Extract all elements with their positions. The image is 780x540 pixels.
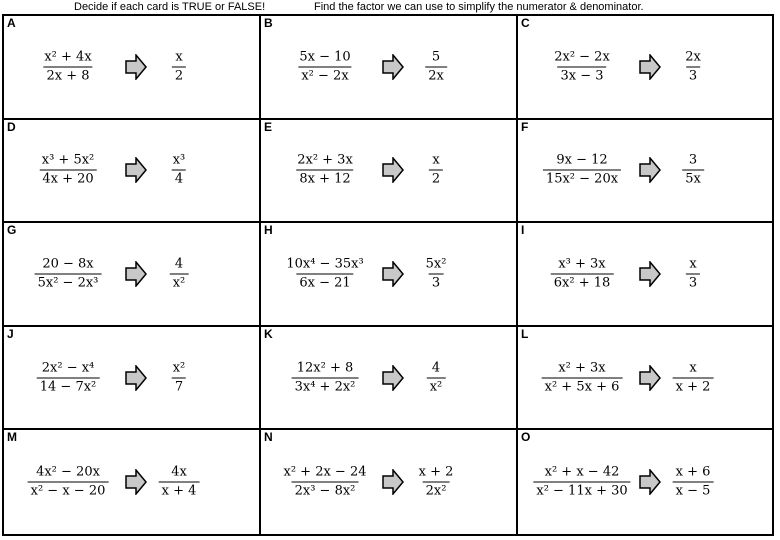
original-expression bbox=[37, 360, 100, 395]
card-b bbox=[261, 16, 518, 120]
worksheet-header bbox=[0, 0, 780, 14]
denominator: 2x² bbox=[423, 482, 450, 500]
simplified-expression bbox=[429, 153, 443, 188]
denominator: x² − 11x + 30 bbox=[533, 482, 630, 500]
original-expression bbox=[542, 360, 623, 395]
simplified-expression bbox=[427, 360, 446, 395]
numerator: 2x² − 2x bbox=[554, 49, 610, 65]
original-expression bbox=[35, 256, 102, 291]
numerator: x + 6 bbox=[675, 464, 711, 480]
numerator: x bbox=[432, 152, 440, 168]
right-arrow-icon bbox=[382, 157, 404, 183]
numerator: x² + x − 42 bbox=[544, 464, 620, 480]
numerator: x bbox=[689, 360, 697, 376]
numerator: 5x² bbox=[425, 256, 447, 272]
card-grid bbox=[2, 14, 774, 536]
denominator: x² − x − 20 bbox=[28, 482, 109, 500]
instructions-true-false: Decide if each card is TRUE or FALSE! bbox=[74, 1, 266, 13]
card-m bbox=[4, 430, 261, 534]
numerator: 4 bbox=[431, 360, 441, 376]
numerator: 4x bbox=[171, 464, 187, 480]
denominator: 15x² − 20x bbox=[543, 170, 621, 188]
denominator: 2 bbox=[429, 170, 443, 188]
numerator: 4x² − 20x bbox=[36, 464, 100, 480]
right-arrow-icon bbox=[639, 54, 661, 80]
card-j bbox=[4, 327, 261, 431]
right-arrow-icon bbox=[639, 365, 661, 391]
card-letter: I bbox=[521, 223, 525, 238]
simplified-expression bbox=[673, 465, 714, 500]
simplified-expression bbox=[159, 465, 200, 500]
numerator: 3 bbox=[688, 152, 698, 168]
simplified-expression bbox=[425, 49, 447, 84]
denominator: 6x² + 18 bbox=[551, 273, 614, 291]
card-n bbox=[261, 430, 518, 534]
denominator: 3x − 3 bbox=[557, 66, 606, 84]
right-arrow-icon bbox=[125, 261, 147, 287]
original-expression bbox=[294, 153, 356, 188]
card-o bbox=[518, 430, 772, 534]
right-arrow-icon bbox=[382, 261, 404, 287]
simplified-expression bbox=[423, 256, 450, 291]
denominator: 2x bbox=[425, 66, 447, 84]
right-arrow-icon bbox=[125, 365, 147, 391]
original-expression bbox=[296, 49, 353, 84]
numerator: x³ bbox=[172, 152, 186, 168]
card-letter: L bbox=[521, 326, 529, 341]
card-l bbox=[518, 327, 772, 431]
card-e bbox=[261, 120, 518, 224]
denominator: 6x − 21 bbox=[296, 273, 353, 291]
numerator: x² + 4x bbox=[44, 49, 92, 65]
numerator: 20 − 8x bbox=[42, 256, 94, 272]
card-letter: H bbox=[264, 223, 273, 238]
denominator: 3 bbox=[686, 273, 700, 291]
numerator: 9x − 12 bbox=[556, 152, 608, 168]
card-letter: E bbox=[264, 119, 273, 134]
denominator: 7 bbox=[172, 377, 186, 395]
denominator: x − 5 bbox=[673, 482, 714, 500]
numerator: x² bbox=[172, 360, 186, 376]
denominator: x² + 5x + 6 bbox=[542, 377, 623, 395]
right-arrow-icon bbox=[639, 261, 661, 287]
numerator: x² + 3x bbox=[558, 360, 606, 376]
numerator: x³ + 3x bbox=[558, 256, 606, 272]
card-letter: K bbox=[264, 326, 273, 341]
numerator: x bbox=[689, 256, 697, 272]
denominator: x² bbox=[427, 377, 446, 395]
denominator: x + 2 bbox=[673, 377, 714, 395]
original-expression bbox=[543, 153, 621, 188]
simplified-expression bbox=[682, 49, 704, 84]
denominator: 2x + 8 bbox=[43, 66, 92, 84]
right-arrow-icon bbox=[125, 54, 147, 80]
right-arrow-icon bbox=[382, 365, 404, 391]
numerator: x bbox=[175, 49, 183, 65]
right-arrow-icon bbox=[639, 469, 661, 495]
numerator: 2x² − x⁴ bbox=[41, 360, 95, 376]
simplified-expression bbox=[416, 465, 457, 500]
simplified-expression bbox=[170, 153, 189, 188]
right-arrow-icon bbox=[382, 469, 404, 495]
simplified-expression bbox=[172, 49, 186, 84]
card-letter: D bbox=[7, 119, 16, 134]
denominator: x² bbox=[170, 273, 189, 291]
denominator: 2x³ − 8x² bbox=[292, 482, 359, 500]
card-letter: F bbox=[521, 119, 529, 134]
denominator: 3 bbox=[686, 66, 700, 84]
original-expression bbox=[533, 465, 630, 500]
original-expression bbox=[551, 256, 614, 291]
simplified-expression bbox=[682, 153, 704, 188]
original-expression bbox=[551, 49, 613, 84]
numerator: x + 2 bbox=[418, 464, 454, 480]
card-k bbox=[261, 327, 518, 431]
original-expression bbox=[280, 465, 369, 500]
card-d bbox=[4, 120, 261, 224]
instructions-factor: Find the factor we can use to simplify the numerator & denominator. bbox=[314, 1, 644, 13]
card-letter: J bbox=[7, 326, 14, 341]
card-letter: G bbox=[7, 223, 17, 238]
original-expression bbox=[283, 256, 366, 291]
denominator: x + 4 bbox=[159, 482, 200, 500]
card-letter: C bbox=[521, 16, 530, 30]
card-h bbox=[261, 223, 518, 327]
card-f bbox=[518, 120, 772, 224]
simplified-expression bbox=[673, 360, 714, 395]
denominator: 5x² − 2x³ bbox=[35, 273, 102, 291]
denominator: 14 − 7x² bbox=[37, 377, 100, 395]
right-arrow-icon bbox=[639, 157, 661, 183]
numerator: 10x⁴ − 35x³ bbox=[286, 256, 364, 272]
simplified-expression bbox=[170, 256, 189, 291]
card-a bbox=[4, 16, 261, 120]
simplified-expression bbox=[170, 360, 189, 395]
denominator: 2 bbox=[172, 66, 186, 84]
denominator: 3x⁴ + 2x² bbox=[292, 377, 359, 395]
simplified-expression bbox=[686, 256, 700, 291]
numerator: 5 bbox=[431, 49, 441, 65]
denominator: 4 bbox=[172, 170, 186, 188]
original-expression bbox=[292, 360, 359, 395]
card-letter: N bbox=[264, 430, 273, 445]
card-letter: B bbox=[264, 16, 273, 30]
denominator: 5x bbox=[682, 170, 704, 188]
card-letter: A bbox=[7, 16, 16, 30]
card-letter: M bbox=[7, 430, 17, 445]
numerator: 4 bbox=[174, 256, 184, 272]
denominator: 4x + 20 bbox=[39, 170, 96, 188]
right-arrow-icon bbox=[382, 54, 404, 80]
original-expression bbox=[39, 153, 98, 188]
original-expression bbox=[41, 49, 94, 84]
card-i bbox=[518, 223, 772, 327]
numerator: 12x² + 8 bbox=[296, 360, 354, 376]
numerator: 5x − 10 bbox=[299, 49, 351, 65]
right-arrow-icon bbox=[125, 157, 147, 183]
card-c bbox=[518, 16, 772, 120]
original-expression bbox=[28, 465, 109, 500]
denominator: 3 bbox=[429, 273, 443, 291]
numerator: 2x² + 3x bbox=[297, 152, 353, 168]
card-letter: O bbox=[521, 430, 531, 445]
denominator: x² − 2x bbox=[298, 66, 351, 84]
numerator: x³ + 5x² bbox=[41, 152, 95, 168]
right-arrow-icon bbox=[125, 469, 147, 495]
numerator: 2x bbox=[685, 49, 701, 65]
card-g bbox=[4, 223, 261, 327]
denominator: 8x + 12 bbox=[296, 170, 353, 188]
numerator: x² + 2x − 24 bbox=[283, 464, 367, 480]
